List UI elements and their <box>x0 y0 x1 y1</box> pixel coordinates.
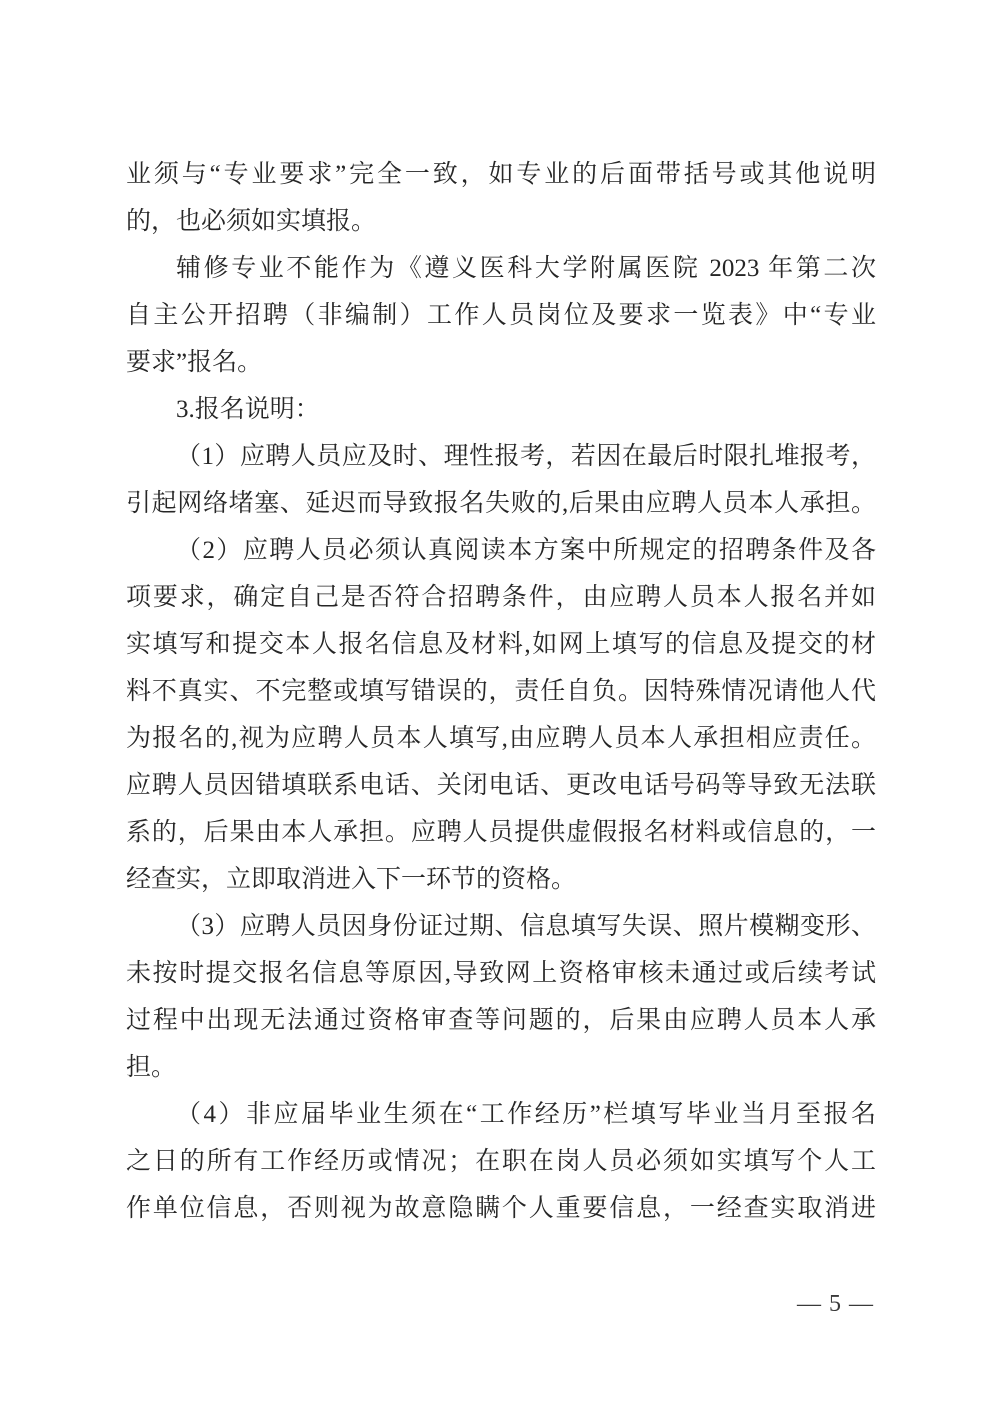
paragraph <box>126 527 876 903</box>
page-number: — 5 — <box>797 1291 874 1317</box>
text-line: 作单位信息，否则视为故意隐瞒个人重要信息，一经查实取消进 <box>126 1195 876 1222</box>
paragraph <box>126 386 876 433</box>
text-line: 自主公开招聘（非编制）工作人员岗位及要求一览表》中“专业 <box>126 302 876 329</box>
text-line: 3.报名说明： <box>176 396 320 423</box>
text-line: 系的，后果由本人承担。应聘人员提供虚假报名材料或信息的，一 <box>126 819 876 846</box>
paragraph <box>126 903 876 1091</box>
text-line: 担。 <box>126 1054 177 1081</box>
text-line: （1）应聘人员应及时、理性报考，若因在最后时限扎堆报考， <box>176 443 876 470</box>
text-line: 过程中出现无法通过资格审查等问题的，后果由应聘人员本人承 <box>126 1007 876 1034</box>
text-line: 项要求，确定自己是否符合招聘条件，由应聘人员本人报名并如 <box>126 584 876 611</box>
text-line: 的，也必须如实填报。 <box>126 208 377 235</box>
paragraph <box>126 151 876 245</box>
document-body <box>126 151 876 1232</box>
text-line: （3）应聘人员因身份证过期、信息填写失误、照片模糊变形、 <box>176 913 876 940</box>
text-line: （4）非应届毕业生须在“工作经历”栏填写毕业当月至报名 <box>176 1101 876 1128</box>
text-line: 为报名的,视为应聘人员本人填写,由应聘人员本人承担相应责任。 <box>126 725 876 752</box>
paragraph <box>126 1091 876 1232</box>
paragraph <box>126 433 876 527</box>
text-line: 引起网络堵塞、延迟而导致报名失败的,后果由应聘人员本人承担。 <box>126 490 876 517</box>
text-line: （2）应聘人员必须认真阅读本方案中所规定的招聘条件及各 <box>176 537 876 564</box>
text-line: 经查实，立即取消进入下一环节的资格。 <box>126 866 577 893</box>
text-line: 料不真实、不完整或填写错误的，责任自负。因特殊情况请他人代 <box>126 678 876 705</box>
text-line: 应聘人员因错填联系电话、关闭电话、更改电话号码等导致无法联 <box>126 772 876 799</box>
text-line: 未按时提交报名信息等原因,导致网上资格审核未通过或后续考试 <box>126 960 876 987</box>
paragraph <box>126 245 876 386</box>
text-line: 要求”报名。 <box>126 349 263 376</box>
text-line: 之日的所有工作经历或情况；在职在岗人员必须如实填写个人工 <box>126 1148 876 1175</box>
text-line: 实填写和提交本人报名信息及材料,如网上填写的信息及提交的材 <box>126 631 876 658</box>
text-line: 业须与“专业要求”完全一致，如专业的后面带括号或其他说明 <box>126 161 876 188</box>
text-line: 辅修专业不能作为《遵义医科大学附属医院 2023 年第二次 <box>176 255 876 282</box>
